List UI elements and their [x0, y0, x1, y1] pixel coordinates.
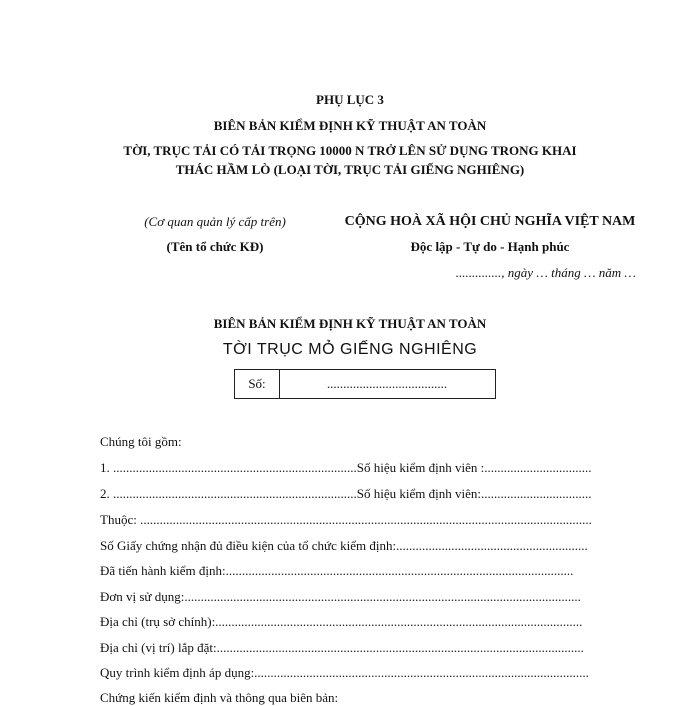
organization-name: (Tên tổ chức KĐ)	[166, 239, 264, 254]
inspector-line-1: 1. ...........................................................................Số hiệu kiểm định viên :.................................	[100, 460, 592, 475]
appendix-title: PHỤ LỤC 3	[316, 92, 384, 107]
report-title: BIÊN BẢN KIỂM ĐỊNH KỸ THUẬT AN TOÀN	[213, 316, 487, 331]
country-name: CỘNG HOÀ XÃ HỘI CHỦ NGHĨA VIỆT NAM	[344, 214, 636, 229]
national-motto: Độc lập - Tự do - Hạnh phúc	[410, 239, 570, 254]
report-number-value: .....................................	[326, 376, 448, 391]
inspected-item-line: Đã tiến hành kiểm định:...........................................................................................................	[100, 563, 574, 578]
procedure-line: Quy trình kiểm định áp dụng:.......................................................................................................	[100, 665, 589, 680]
intro-text: Chúng tôi gồm:	[100, 434, 182, 449]
affiliation-line: Thuộc: ...........................................................................................................................................	[100, 512, 592, 527]
supervising-agency: (Cơ quan quản lý cấp trên)	[144, 214, 286, 229]
document-subtitle-line-1: TỜI, TRỤC TẢI CÓ TẢI TRỌNG 10000 N TRỞ LÊN SỬ DỤNG TRONG KHAI	[123, 143, 577, 158]
head-office-address-line: Địa chỉ (trụ sở chính):.................................................................................................................	[100, 614, 583, 629]
certificate-number-line: Số Giấy chứng nhận đủ điều kiện của tổ chức kiểm định:...........................................................	[100, 538, 588, 553]
date-line: .............., ngày … tháng … năm …	[455, 265, 636, 280]
report-subject: TỜI TRỤC MỎ GIẾNG NGHIÊNG	[222, 341, 478, 358]
document-title: BIÊN BẢN KIỂM ĐỊNH KỸ THUẬT AN TOÀN	[213, 118, 487, 133]
operating-unit-line: Đơn vị sử dụng:..........................................................................................................................	[100, 589, 581, 604]
inspector-line-2: 2. ...........................................................................Số hiệu kiểm định viên:..................................	[100, 486, 592, 501]
installation-address-line: Địa chỉ (vị trí) lắp đặt:.................................................................................................................	[100, 640, 584, 655]
report-number-box	[234, 369, 496, 399]
report-number-label: Số:	[235, 370, 280, 398]
document-subtitle-line-2: THÁC HẦM LÒ (LOẠI TỜI, TRỤC TẢI GIẾNG NGHIÊNG)	[175, 162, 525, 177]
witness-line: Chứng kiến kiểm định và thông qua biên bản:	[100, 690, 339, 705]
